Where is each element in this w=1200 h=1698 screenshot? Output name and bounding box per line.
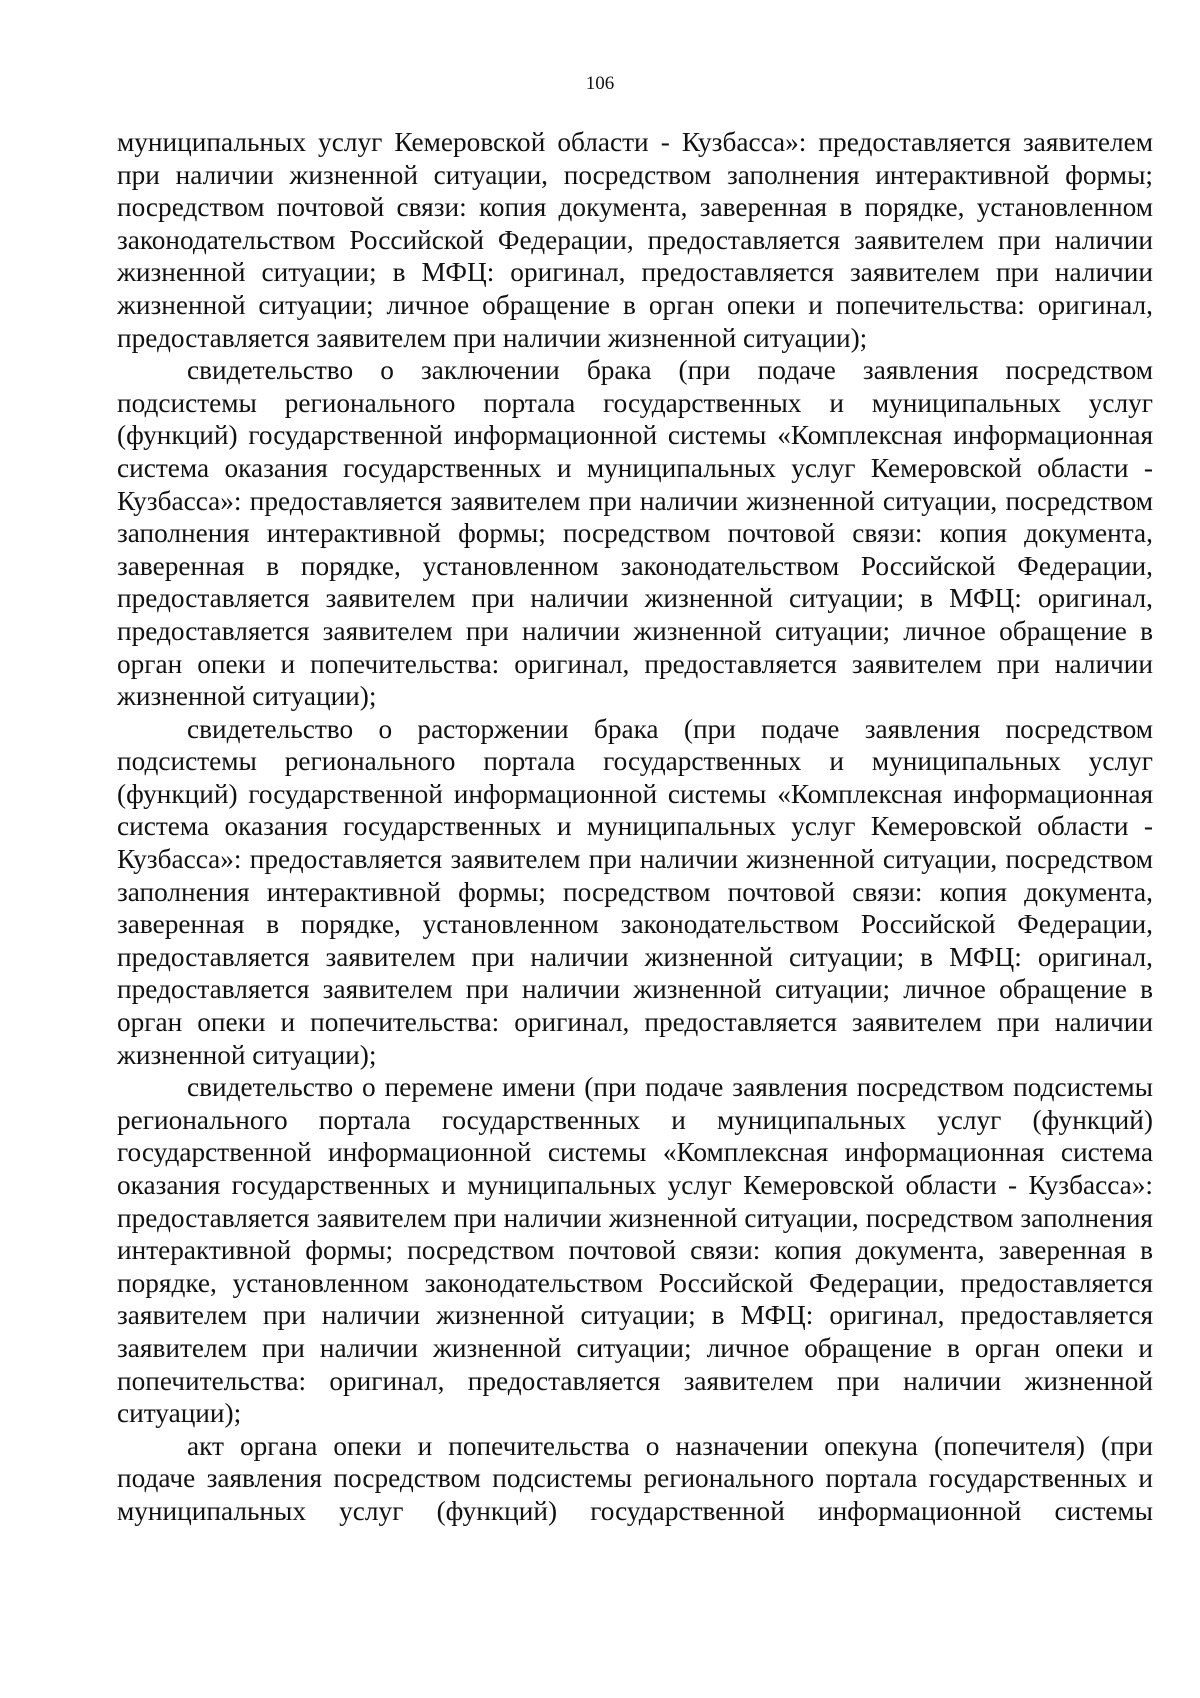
document-body: [117, 126, 1153, 1528]
paragraph-marriage-certificate: свидетельство о заключении брака (при подаче заявления посредством подсистемы регионального портала государственных и муниципальных услуг (функций) государственной информационной системы «Комплексная информационная система оказания государственных и муниципальных услуг Кемеровской области - Кузбасса»: предоставляется заявителем при наличии жизненной ситуации, посредством заполнения интерактивной формы; посредством почтовой связи: копия документа, заверенная в порядке, установленном законодательством Российской Федерации, предоставляется заявителем при наличии жизненной ситуации; в МФЦ: оригинал, предоставляется заявителем при наличии жизненной ситуации; личное обращение в орган опеки и попечительства: оригинал, предоставляется заявителем при наличии жизненной ситуации);: [117, 355, 1153, 712]
page-number: 106: [585, 73, 615, 94]
paragraph-guardianship-act: акт органа опеки и попечительства о назначении опекуна (попечителя) (при подаче заявления посредством подсистемы регионального портала государственных и муниципальных услуг (функций) государственной информационной системы: [117, 1430, 1153, 1526]
paragraph-name-change-certificate: свидетельство о перемене имени (при подаче заявления посредством подсистемы регионального портала государственных и муниципальных услуг (функций) государственной информационной системы «Комплексная информационная система оказания государственных и муниципальных услуг Кемеровской области - Кузбасса»: предоставляется заявителем при наличии жизненной ситуации, посредством заполнения интерактивной формы; посредством почтовой связи: копия документа, заверенная в порядке, установленном законодательством Российской Федерации, предоставляется заявителем при наличии жизненной ситуации; в МФЦ: оригинал, предоставляется заявителем при наличии жизненной ситуации; личное обращение в орган опеки и попечительства: оригинал, предоставляется заявителем при наличии жизненной ситуации);: [117, 1072, 1153, 1429]
paragraph-divorce-certificate: свидетельство о расторжении брака (при подаче заявления посредством подсистемы регионального портала государственных и муниципальных услуг (функций) государственной информационной системы «Комплексная информационная система оказания государственных и муниципальных услуг Кемеровской области - Кузбасса»: предоставляется заявителем при наличии жизненной ситуации, посредством заполнения интерактивной формы; посредством почтовой связи: копия документа, заверенная в порядке, установленном законодательством Российской Федерации, предоставляется заявителем при наличии жизненной ситуации; в МФЦ: оригинал, предоставляется заявителем при наличии жизненной ситуации; личное обращение в орган опеки и попечительства: оригинал, предоставляется заявителем при наличии жизненной ситуации);: [117, 713, 1153, 1070]
paragraph-continuation: муниципальных услуг Кемеровской области - Кузбасса»: предоставляется заявителем при наличии жизненной ситуации, посредством заполнения интерактивной формы; посредством почтовой связи: копия документа, заверенная в порядке, установленном законодательством Российской Федерации, предоставляется заявителем при наличии жизненной ситуации; в МФЦ: оригинал, предоставляется заявителем при наличии жизненной ситуации; личное обращение в орган опеки и попечительства: оригинал, предоставляется заявителем при наличии жизненной ситуации);: [117, 127, 1153, 353]
